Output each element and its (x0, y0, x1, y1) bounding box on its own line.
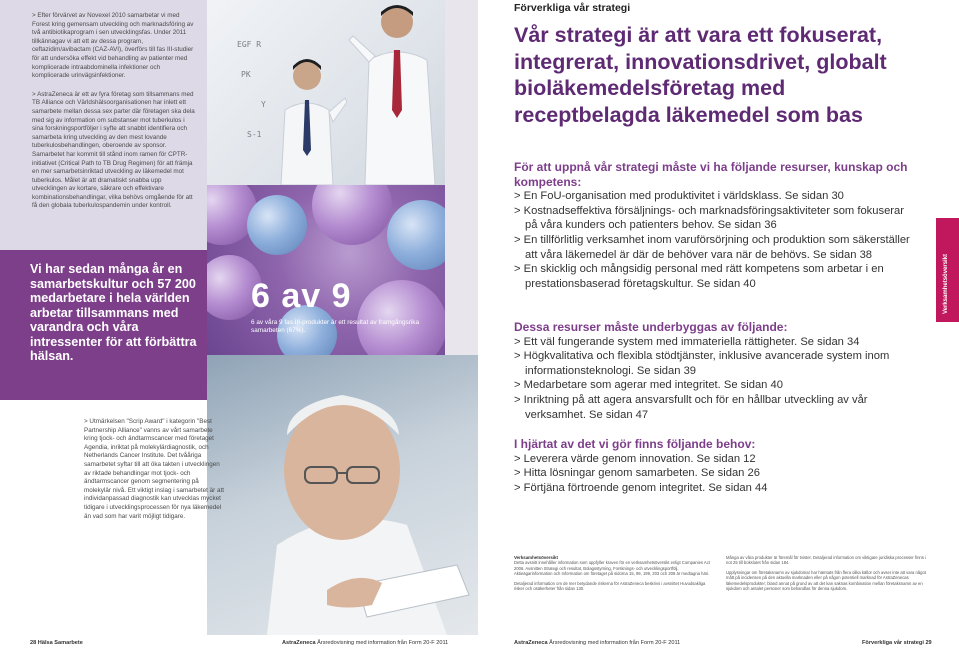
foundations-list (514, 335, 914, 423)
footer-doc-right: Årsredovisning med information från Form 20-F 2011 (549, 640, 681, 646)
list-item: > Hitta lösningar genom samarbeten. Se sidan 26 (514, 467, 760, 480)
award-paragraph: > Utmärkelsen "Scrip Award" i kategorin "Best Partnership Alliance" vanns av vårt samarbete kring tjock- och ändtarmscancer med företaget Agendia, inriktat på molekylärdiagnostik, och Netherlands Cancer Institute. Det tvååriga samarbetet syftar till att öka takten i utvecklingen av riktade behandlingar mot tjock- och ändtarmscancer genom segmentering på molekylär nivå. Ett viktigt inslag i samarbetet är att individanpassad diagnostik kan utvecklas mycket tidigare i utvecklingsprocessen för nya läkemedel än vad som har varit möjligt tidigare. (84, 418, 224, 520)
presenter-right-figure (347, 0, 445, 185)
footer-left-doc (282, 640, 448, 646)
photo-cells (207, 185, 445, 355)
side-tab-label: Verksamhetsöversikt (943, 253, 949, 314)
list-item: > Inriktning på att agera ansvarsfullt och för en hållbar utveckling av vår verksamhet. Se sidan 47 (514, 393, 868, 421)
big-stat: 6 av 9 (251, 277, 352, 315)
paragraph-novexel: > Efter förvärvet av Novexel 2010 samarbetar vi med Forest kring gemensam utveckling och marknadsföring av två antibiotikaprogram i sen utvecklingsfas. Under 2011 tillkännagav vi att ett av dessa program, ceftazidim/avibactam (CAZ-AVI), överförs till fas III-studier för att undersöka effekt vid behandling av patienter med komplicerade intraabdominella infektioner och komplicerade urinvägsinfektioner. (32, 12, 194, 80)
small-notes-paragraph: Detta avsnitt innehåller information som uppfyller kraven för en verksamhetsöversikt enligt Companies Act 2006. Avsnitten Strategi och resultat, Bolagsstyrning, Forsknings- och utvecklingsportfölj, Aktieägarinformation och Information om företaget på sidorna 15, 99, 199, 203 och 208 är medtagna häri. (514, 560, 710, 577)
small-notes-col-1 (514, 555, 714, 595)
footer-doc-left: Årsredovisning med information från Form 20-F 2011 (317, 640, 449, 646)
small-notes-title: Verksamhetsöversikt (514, 555, 558, 560)
whiteboard-text-3: Y (261, 100, 266, 109)
footer-brand-left: AstraZeneca (282, 640, 316, 646)
list-item: > Medarbetare som agerar med integritet. Se sidan 40 (514, 379, 783, 392)
list-item: > Leverera värde genom innovation. Se sidan 12 (514, 452, 756, 465)
whiteboard-text-1: EGF R (237, 40, 262, 49)
list-item: > En skicklig och mångsidig personal med rätt kompetens som arbetar i en prestationsbaserad företagskultur. Se sidan 40 (514, 263, 884, 290)
footer-brand-right: AstraZeneca (514, 640, 548, 646)
core-needs-heading: I hjärtat av det vi gör finns följande behov: (514, 437, 756, 451)
page-number-right: 29 (925, 640, 932, 646)
decorative-strip (445, 0, 478, 355)
foundations-block (514, 320, 914, 422)
footer-right-doc (514, 640, 680, 646)
foundations-heading: Dessa resurser måste underbyggas av följande: (514, 320, 788, 334)
list-item: > En FoU-organisation med produktivitet i världsklass. Se sidan 30 (514, 190, 844, 203)
footer-section-right: Förverkliga vår strategi (862, 640, 924, 646)
footer-section-left: Hälsa Samarbete (37, 640, 83, 646)
section-label: Förverkliga vår strategi (514, 2, 631, 14)
core-needs-list (514, 452, 914, 496)
resources-block (514, 160, 914, 291)
doctor-figure (207, 355, 478, 635)
page-headline: Vår strategi är att vara ett fokuserat, integrerat, innovationsdrivet, globalt bioläkemedelsföretag med receptbelagda läkemedel som bas (514, 23, 887, 127)
page-number-left: 28 (30, 640, 37, 646)
photo-whiteboard-presenters (207, 0, 445, 185)
quote-text: Vi har sedan många år en samarbetskultur och 57 200 medarbetare i hela världen arbetar tillsammans med varandra och våra intressenter för att förbättra hälsan. (30, 262, 197, 363)
cell-shape (357, 280, 445, 355)
small-notes-paragraph: Upplysningar om företaksnamn av sjukdomar har hämtats från flera olika källor och avser inte att vara något mått på incidensen på den aktuella marknaden eller på någon potentiell marknad för AstraZenecas läkemedelsprodukter; bland annat på grund av att det kan saknas kombination mellan företaksnamn av en sjukdom och antalet personer som behandlas för denna sjukdom. (726, 569, 926, 592)
whiteboard-text-2: PK (241, 70, 251, 79)
right-page (480, 0, 959, 650)
list-item: > Förtjäna förtroende genom integritet. Se sidan 44 (514, 481, 768, 494)
list-item: > Högkvalitativa och flexibla stödtjänster, inklusive avancerade system inom informationsteknologi. Se sidan 39 (514, 350, 890, 377)
cell-shape (247, 195, 307, 255)
footer-right-page (862, 640, 932, 646)
small-notes-col-2 (726, 555, 926, 595)
whiteboard-text-4: S-1 (247, 130, 262, 139)
footer-left-page (30, 640, 83, 646)
award-text-block (84, 418, 224, 521)
side-tab-verksamhetsoversikt[interactable] (936, 218, 959, 322)
resources-heading: För att uppnå vår strategi måste vi ha följande resurser, kunskap och kompetens: (514, 160, 908, 189)
resources-list (514, 189, 914, 291)
paragraph-tb-alliance: > AstraZeneca är ett av fyra företag som tillsammans med TB Alliance och Världshälsoorganisationen har inlett ett samarbete mellan dessa sex parter där företagen ska dela med sig av information om substanser mot tuberkulos i sina forskningsportföljer i syfte att snabbt identifiera och samarbeta kring utveckling av den mest lovande tuberkulosbehandlingen, oberoende av sponsor. Samarbetet har kommit till stånd inom ramen för CPTR-initiativet (Critical Path to TB Drug Regimen) för att främja en mer samarbetsinriktad utveckling av läkemedel mot tuberkulos. Målet är att dramatiskt snabba upp utvecklingen av kortare, säkrare och effektivare kombinationsbehandlingar, vilka behövs omgående för att få den globala tuberkulospandemin under kontroll. (32, 90, 195, 210)
big-stat-description: 6 av våra 9 fas III-produkter är ett resultat av framgångsrika samarbeten (67%). (251, 319, 420, 334)
cell-shape (312, 185, 392, 245)
left-text-column (0, 0, 207, 250)
small-notes-paragraph: Många av våra produkter är föremål för tvister. Detaljerad information om viktigare juridiska processer finns i not 25 till bokslutet från sidan 184. (726, 555, 926, 566)
small-notes-paragraph: Detaljerad information om de mer betydande riskerna för AstraZeneca beskrivs i avsnittet Huvudsakliga risker och osäkerheter från sidan 130. (514, 580, 706, 592)
list-item: > Ett väl fungerande system med immateriella rättigheter. Se sidan 34 (514, 335, 860, 348)
presenter-left-figure (267, 40, 347, 185)
left-page (0, 0, 478, 650)
core-needs-block (514, 437, 914, 495)
list-item: > En tillförlitlig verksamhet inom varuförsörjning och produktion som säkerställer att våra läkemedel är där de behöver vara när de behövs. Se sidan 38 (514, 233, 910, 261)
cell-shape (387, 200, 445, 270)
photo-doctor (207, 355, 478, 635)
quote-box (0, 250, 207, 400)
list-item: > Kostnadseffektiva försäljnings- och marknadsföringsaktiviteter som fokuserar på våra kunders och patienters behov. Se sidan 36 (514, 204, 904, 232)
